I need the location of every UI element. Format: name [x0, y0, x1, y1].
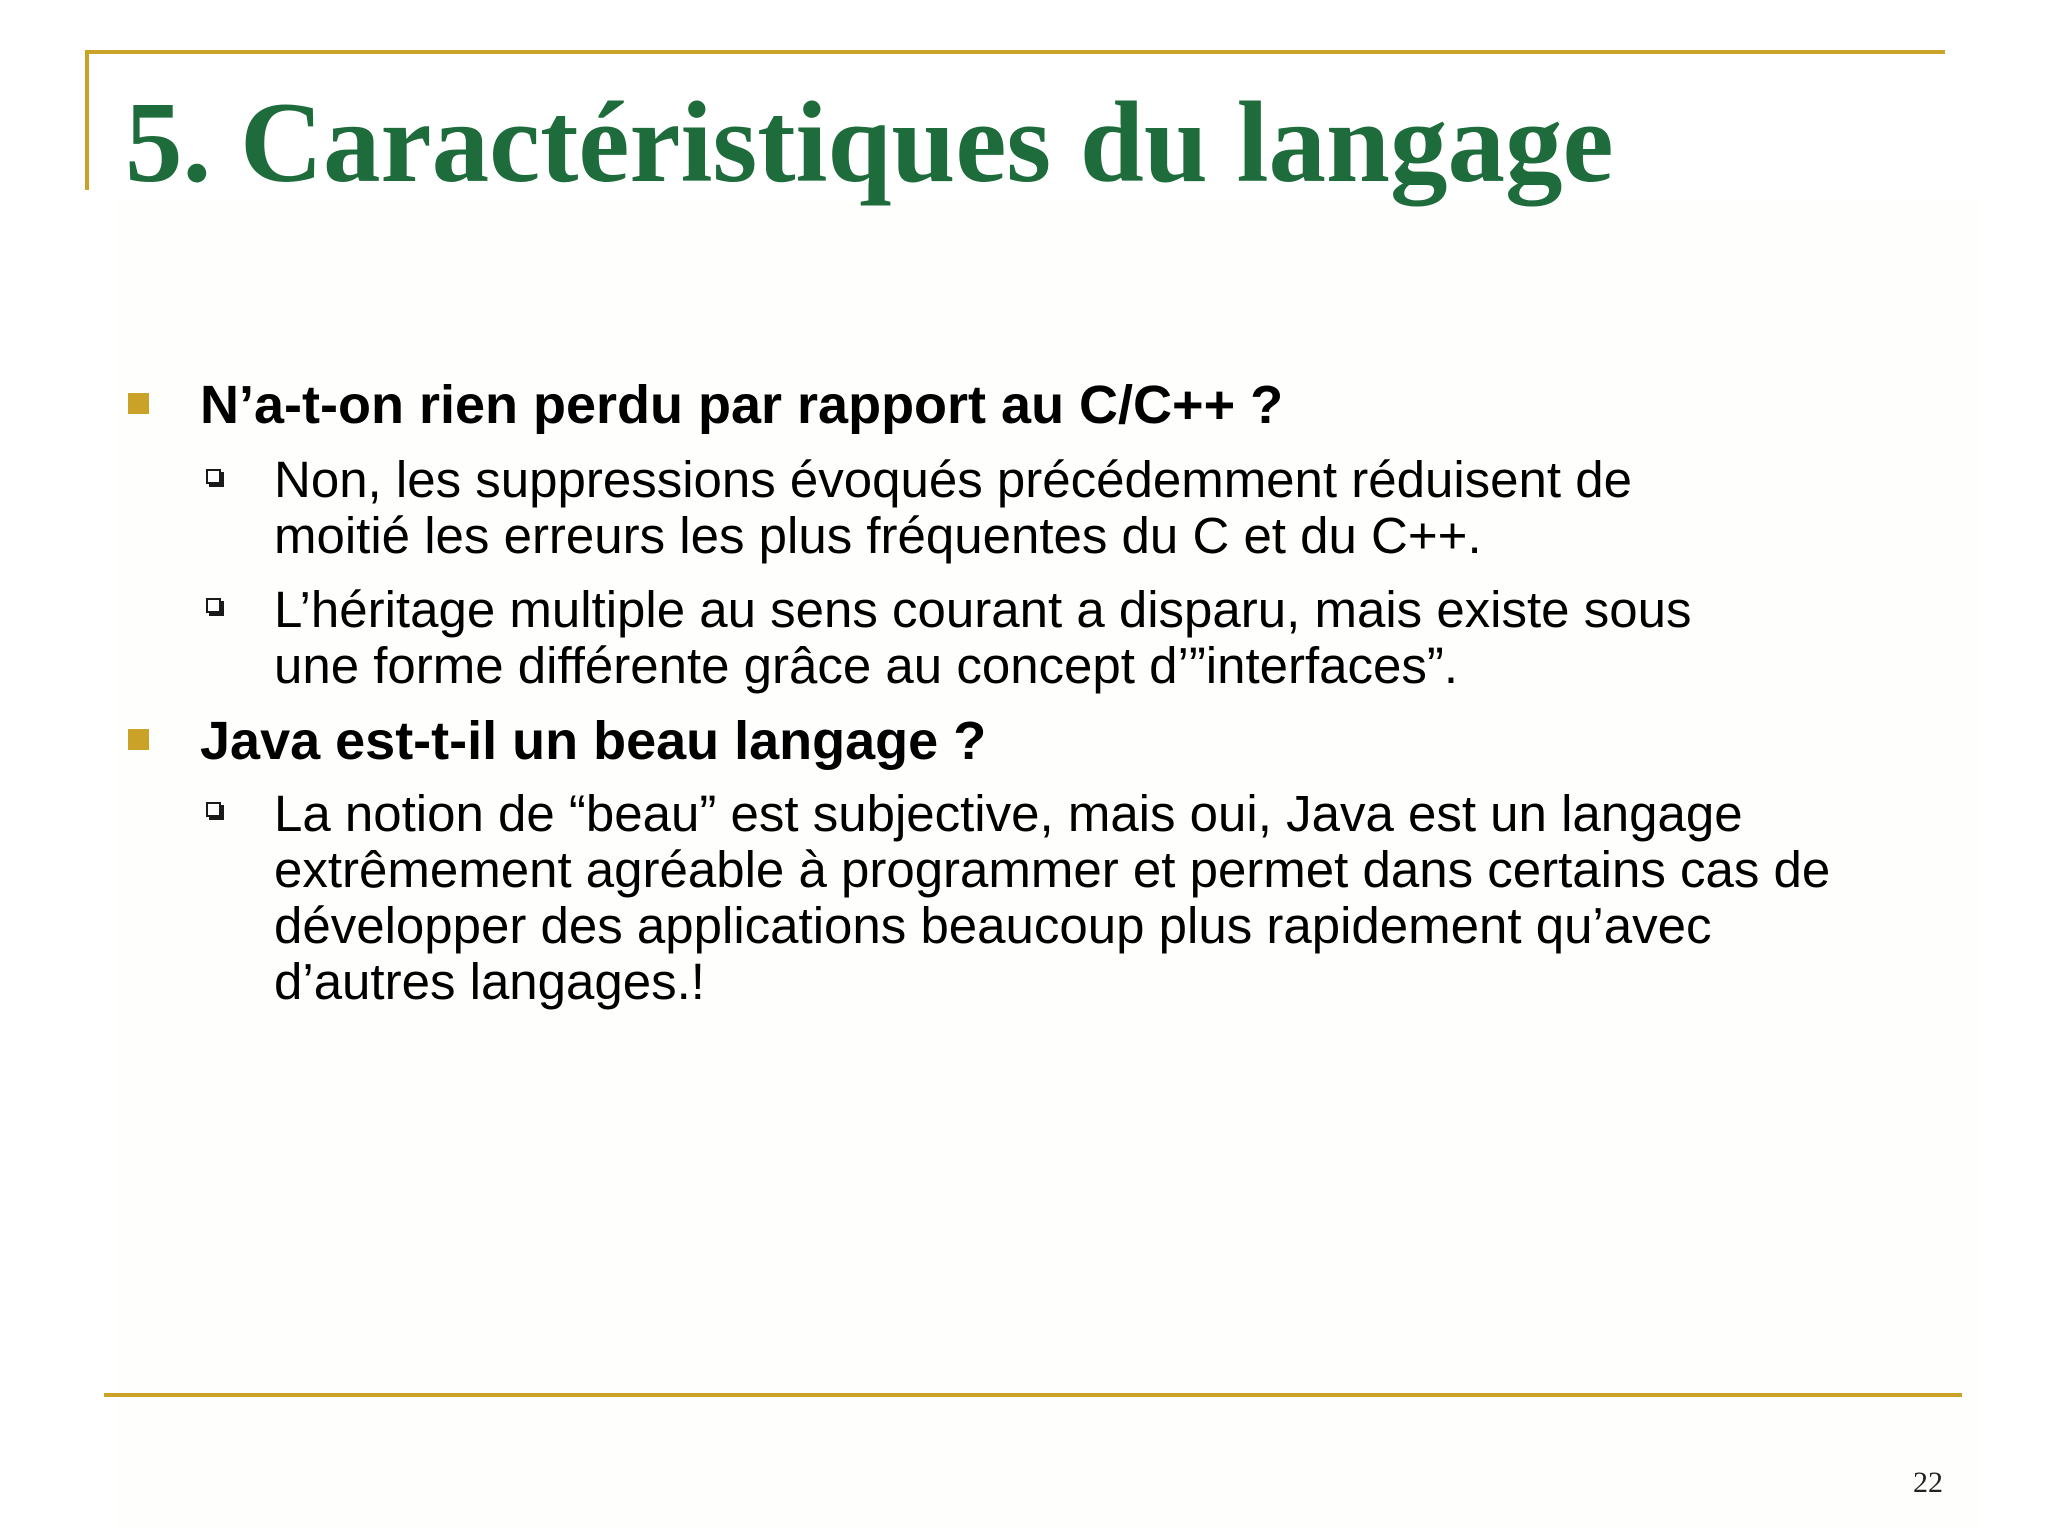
slide-title: 5. Caractéristiques du langage [125, 79, 1614, 206]
text-line: d’autres langages.! [274, 953, 705, 1010]
text-line: extrêmement agréable à programmer et permet dans certains cas de [274, 841, 1831, 898]
bottom-accent-rule [104, 1393, 1962, 1397]
checkbox-bullet-icon [206, 598, 221, 613]
bullet-1-subitem-1 [274, 452, 1632, 564]
text-line: L’héritage multiple au sens courant a disparu, mais existe sous [274, 581, 1692, 638]
text-line: développer des applications beaucoup plus rapidement qu’avec [274, 897, 1712, 954]
bullet-1-subitem-2 [274, 582, 1691, 694]
top-accent-rule [85, 50, 1945, 54]
text-line: moitié les erreurs les plus fréquentes du C et du C++. [274, 507, 1482, 564]
checkbox-bullet-icon [206, 802, 221, 817]
bullet-square-icon [128, 393, 149, 414]
text-line: La notion de “beau” est subjective, mais oui, Java est un langage [274, 785, 1743, 842]
page-number: 22 [1913, 1466, 1943, 1499]
bullet-1-heading: N’a-t-on rien perdu par rapport au C/C++ ? [200, 375, 1284, 435]
left-accent-rule [85, 50, 89, 190]
bullet-2-subitem-1 [274, 786, 1830, 1010]
bullet-2-heading: Java est-t-il un beau langage ? [200, 711, 987, 771]
checkbox-bullet-icon [206, 469, 221, 484]
bullet-square-icon [128, 729, 149, 750]
text-line: Non, les suppressions évoqués précédemment réduisent de [274, 451, 1632, 508]
text-line: une forme différente grâce au concept d’”interfaces”. [274, 637, 1459, 694]
